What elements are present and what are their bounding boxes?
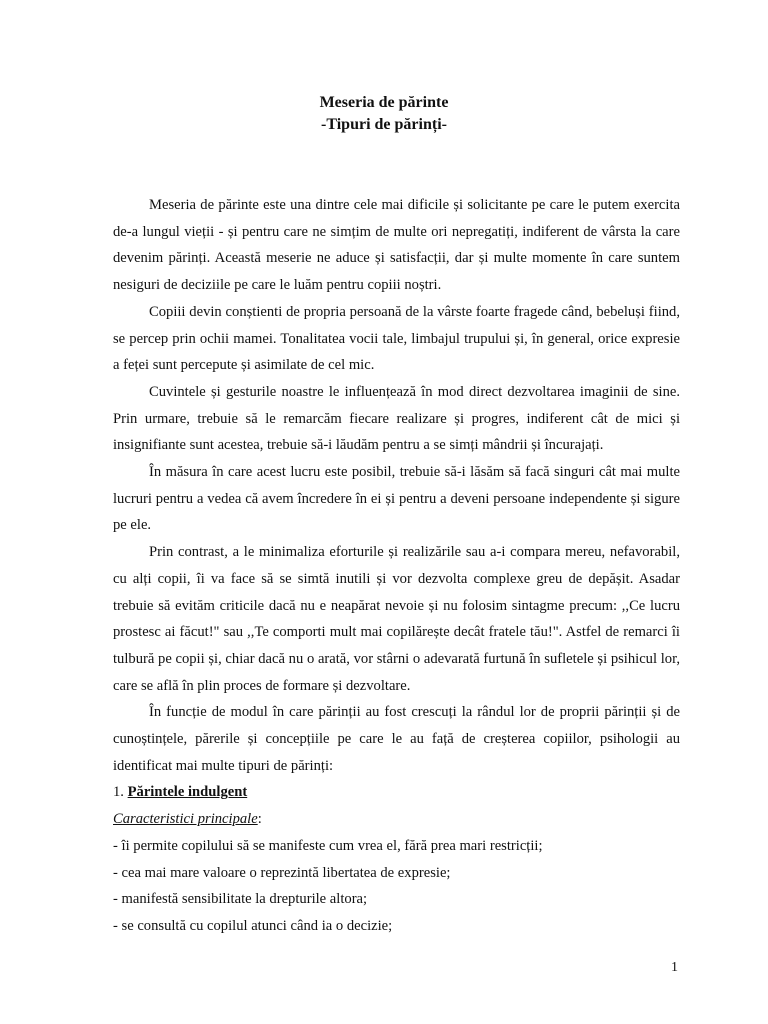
paragraph: Copiii devin conștienti de propria persoană de la vârste foarte fragede când, bebeluși fiind, se percep prin ochii mamei. Tonalitatea vocii tale, limbajul trupului și, în general, orice expresie a feței sunt percepute și asimilate de cel mic. (113, 303, 680, 374)
paragraph: Cuvintele și gesturile noastre le influențează în mod direct dezvoltarea imaginii de sine. Prin urmare, trebuie să le remarcăm fiecare realizare și progres, indiferent cât de mici și insignifiante sunt acestea, trebuie să-i lăudăm pentru a se simți mândrii și încurajați. (113, 383, 680, 454)
paragraph: Prin contrast, a le minimaliza eforturile și realizările sau a-i compara mereu, nefavorabil, cu alți copii, îi va face să se simtă inutili și vor dezvolta complexe greu de depășit. Asadar trebuie să evităm criticile dacă nu e neapărat nevoie și nu folosim sintagme precum: ,,Ce lucru prostesc ai făcut!" sau ,,Te comporti mult mai copilărește decât fratele tău!". Astfel de remarci îi tulbură pe copii și, chiar dacă nu o arată, vor stârni o adevarată furtună în sufletele și psihicul lor, care se află în plin proces de formare și dezvoltare. (113, 544, 680, 694)
section-heading (113, 779, 680, 806)
list-item: - se consultă cu copilul atunci când ia o decizie; (113, 917, 393, 934)
section-title: Părintele indulgent (127, 784, 248, 801)
list-item: - manifestă sensibilitate la drepturile altora; (113, 891, 368, 908)
subheading-colon: : (257, 811, 262, 828)
subheading-line (113, 806, 680, 833)
title-block (0, 92, 768, 136)
page-number: 1 (671, 960, 678, 975)
document-title: Meseria de părinte (319, 94, 449, 111)
list-item: - cea mai mare valoare o reprezintă libertatea de expresie; (113, 864, 451, 881)
document-subtitle: -Tipuri de părinți- (321, 116, 447, 133)
characteristics-list (113, 833, 680, 940)
section-number: 1. (113, 784, 124, 801)
document-body (113, 192, 680, 940)
list-item: - îi permite copilului să se manifeste cum vrea el, fără prea mari restricții; (113, 837, 543, 854)
paragraph: În măsura în care acest lucru este posibil, trebuie să-i lăsăm să facă singuri cât mai multe lucruri pentru a vedea că avem încredere în ei și pentru a deveni persoane independente și sigure pe ele. (113, 464, 680, 534)
paragraph: În funcție de modul în care părinții au fost crescuți la rândul lor de proprii părinții și de cunoștințele, părerile și concepțiile pe care le au față de creșterea copiilor, psihologii au identificat mai multe tipuri de părinți: (113, 704, 680, 774)
paragraph: Meseria de părinte este una dintre cele mai dificile și solicitante pe care le putem exercita de-a lungul vieții - și pentru care ne simțim de multe ori nepregatiți, indiferent de vârsta la care devenim părinți. Această meserie ne aduce și satisfacții, dar și multe momente în care suntem nesiguri de deciziile pe care le luăm pentru copiii noștri. (113, 197, 680, 294)
section-subheading: Caracteristici principale (113, 811, 258, 828)
